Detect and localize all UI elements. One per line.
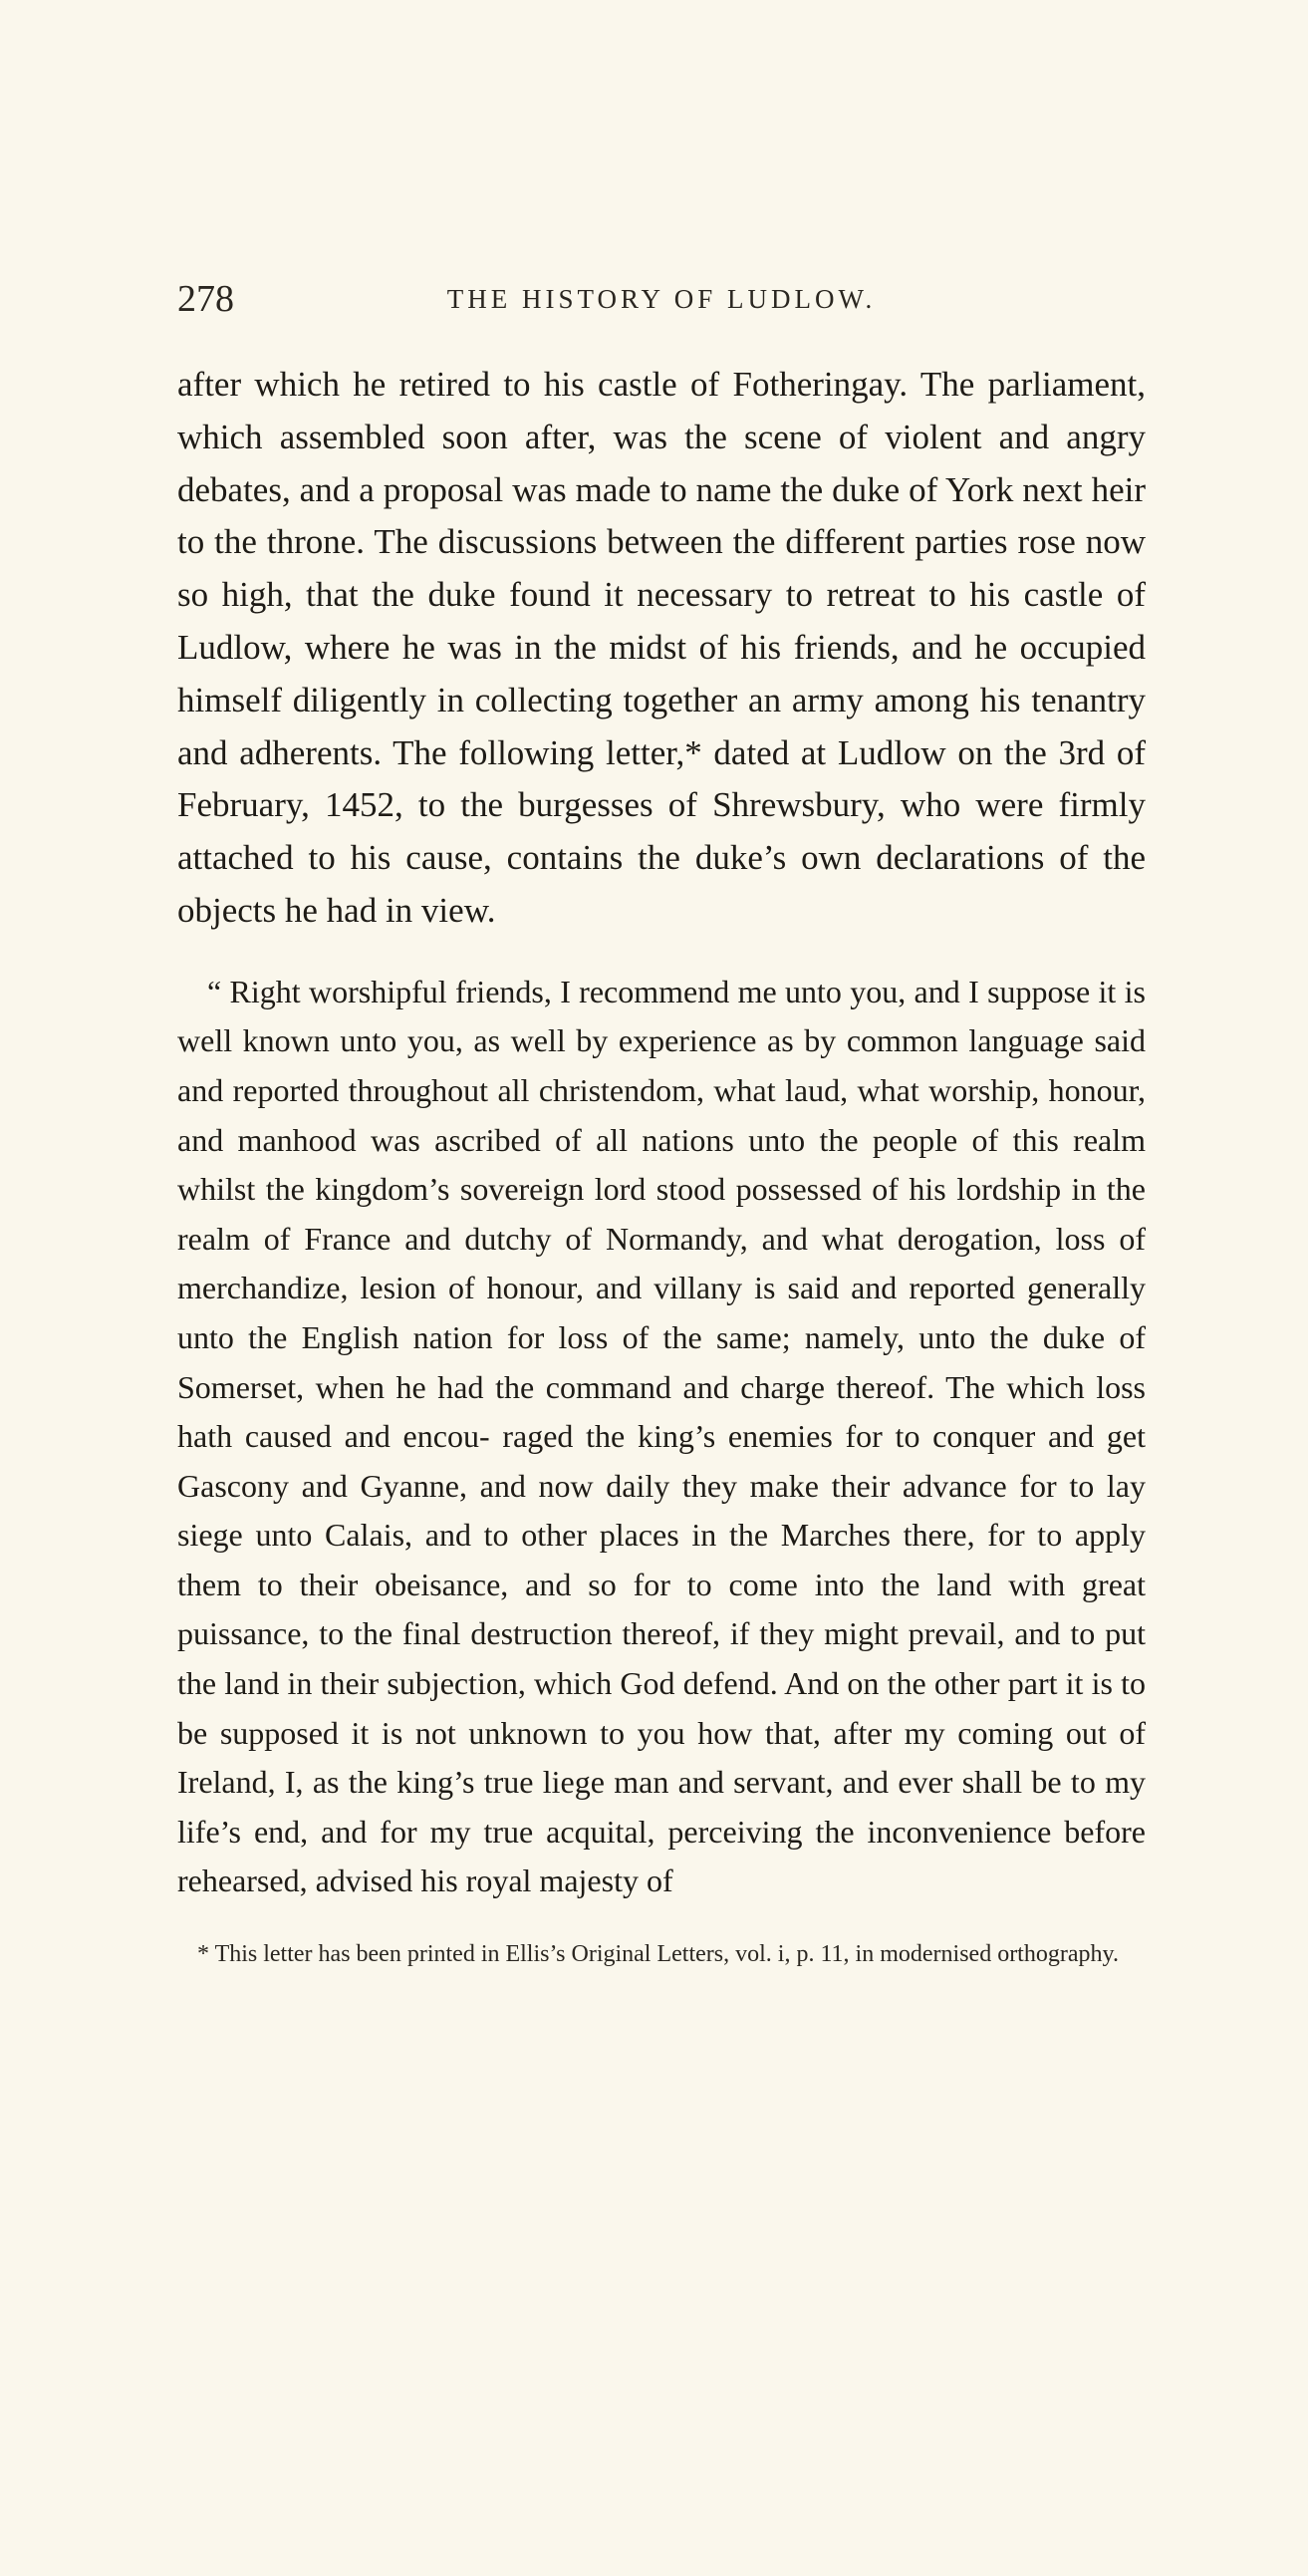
running-title: THE HISTORY OF LUDLOW.: [446, 284, 877, 314]
footnote: * This letter has been printed in Ellis’s Original Letters, vol. i, p. 11, in modernised orthography.: [197, 1941, 1119, 1968]
page-number: 278: [177, 278, 234, 320]
book-page: [177, 269, 1146, 1972]
letter-quote: “ Right worshipful friends, I recommend me unto you, and I suppose it is well known unto you, as well by experience as by common language said and reported throughout all christendom, what laud, what worship, honour, and manhood was ascribed of all nations unto the people of this realm whilst the kingdom’s sovereign lord stood possessed of his lordship in the realm of France and dutchy of Normandy, and what derogation, loss of merchandize, lesion of honour, and villany is said and reported generally unto the English nation for loss of the same; namely, unto the duke of Somerset, when he had the command and charge thereof. The which loss hath caused and encou- raged the king’s enemies for to conquer and get Gascony and Gyanne, and now daily they make their advance for to lay siege unto Calais, and to other places in the Marches there, for to apply them to their obeisance, and so for to come into the land with great puissance, to the final destruction thereof, if they might prevail, and to put the land in their subjection, which God defend. And on the other part it is to be supposed it is not unknown to you how that, after my coming out of Ireland, I, as the king’s true liege man and servant, and ever shall be to my life’s end, and for my true acquital, perceiving the inconvenience before rehearsed, advised his royal majesty of: [177, 973, 1146, 1899]
body-paragraph: after which he retired to his castle of Fotheringay. The parliament, which assembled soon after, was the scene of violent and angry debates, and a proposal was made to name the duke of York next heir to the throne. The discussions between the different parties rose now so high, that the duke found it necessary to retreat to his castle of Ludlow, where he was in the midst of his friends, and he occupied himself diligently in collecting together an army among his tenantry and adherents. The following letter,* dated at Ludlow on the 3rd of February, 1452, to the burgesses of Shrewsbury, who were firmly attached to his cause, contains the duke’s own declarations of the objects he had in view.: [177, 365, 1146, 930]
running-head: [177, 269, 1146, 329]
